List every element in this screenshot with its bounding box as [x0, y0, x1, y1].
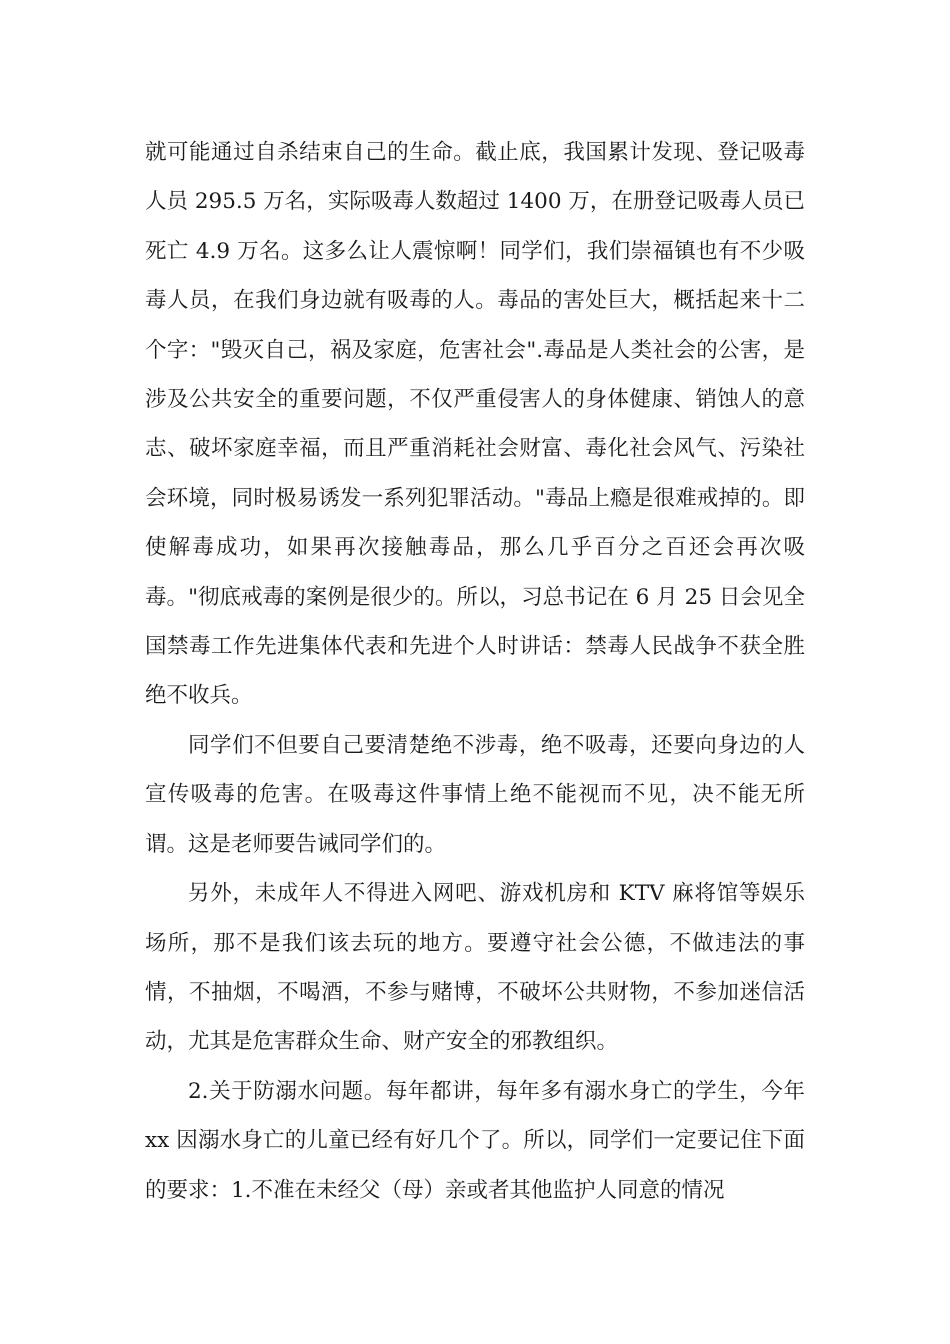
paragraph-entertainment-venues: 另外，未成年人不得进入网吧、游戏机房和 KTV 麻将馆等娱乐场所，那不是我们该去玩的地方。要遵守社会公德，不做违法的事情，不抽烟，不喝酒，不参与赌博，不破坏公共财物，不参加迷信活动，尤其是危害群众生命、财产安全的邪教组织。	[145, 881, 805, 1055]
paragraph-drowning-prevention: 2.关于防溺水问题。每年都讲，每年多有溺水身亡的学生，今年 xx 因溺水身亡的儿童已经有好几个了。所以，同学们一定要记住下面的要求：1.不准在未经父（母）亲或者其他监护人同意的情况	[145, 1078, 805, 1203]
paragraph-drug-harm: 就可能通过自杀结束自己的生命。截止底，我国累计发现、登记吸毒人员 295.5 万名，实际吸毒人数超过 1400 万，在册登记吸毒人员已死亡 4.9 万名。这多么让人震惊啊！同学们，我们崇福镇也有不少吸毒人员，在我们身边就有吸毒的人。毒品的害处巨大，概括起来十二个字："毁灭自己，祸及家庭，危害社会".毒品是人类社会的公害，是涉及公共安全的重要问题，不仅严重侵害人的身体健康、销蚀人的意志、破坏家庭幸福，而且严重消耗社会财富、毒化社会风气、污染社会环境，同时极易诱发一系列犯罪活动。"毒品上瘾是很难戒掉的。即使解毒成功，如果再次接触毒品，那么几乎百分之百还会再次吸毒。"彻底戒毒的案例是很少的。所以，习总书记在 6 月 25 日会见全国禁毒工作先进集体代表和先进个人时讲话：禁毒人民战争不获全胜绝不收兵。	[145, 140, 805, 709]
document-body	[145, 128, 805, 1215]
paragraph-anti-drug-advice: 同学们不但要自己要清楚绝不涉毒，绝不吸毒，还要向身边的人宣传吸毒的危害。在吸毒这件事情上绝不能视而不见，决不能无所谓。这是老师要告诫同学们的。	[145, 732, 805, 857]
